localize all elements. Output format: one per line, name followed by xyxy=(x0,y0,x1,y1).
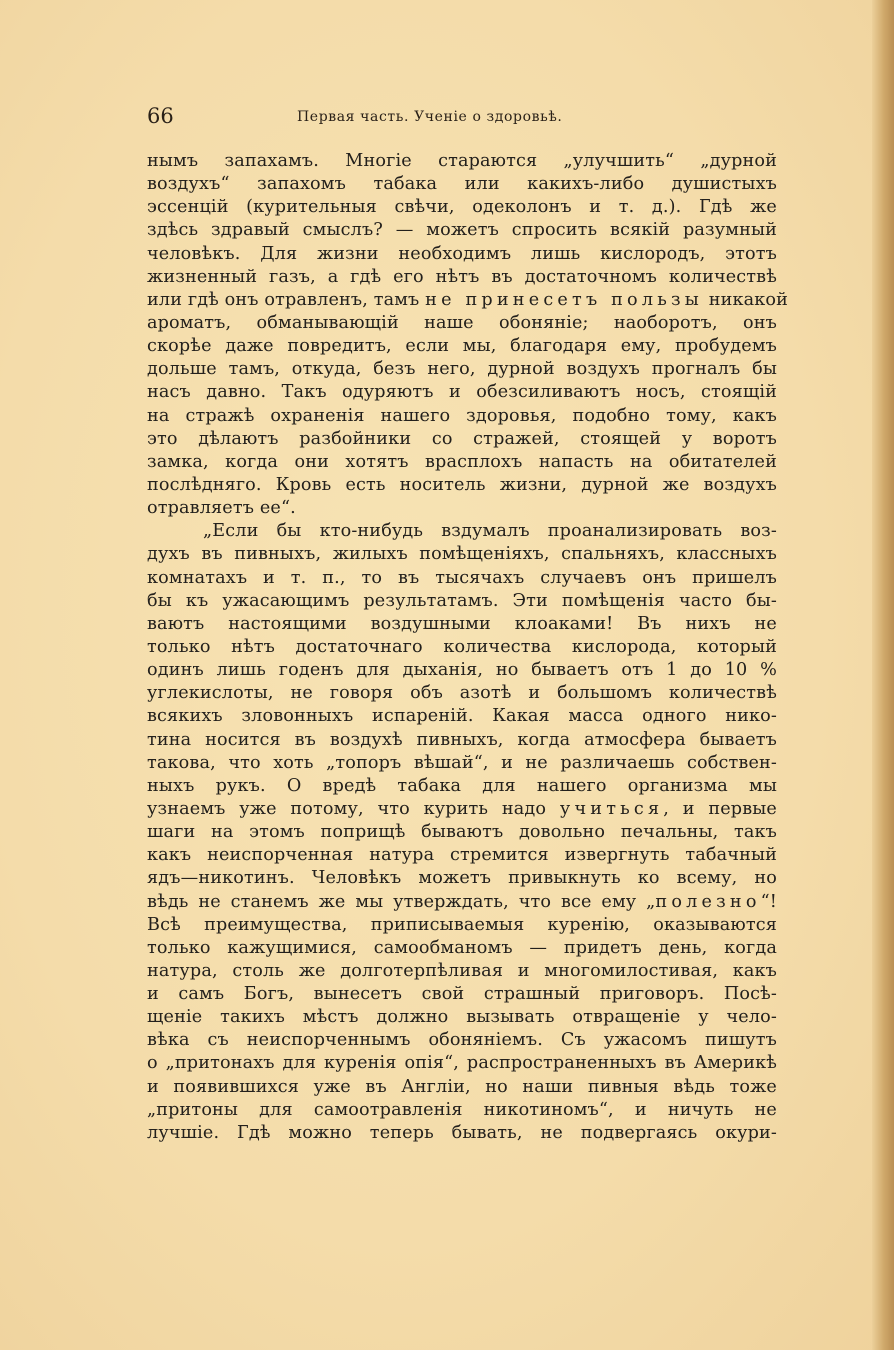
text-line xyxy=(147,636,777,659)
text-line xyxy=(147,196,777,219)
text-line xyxy=(147,705,777,728)
text-segment: узнаемъ уже потому, что курить надо xyxy=(147,798,560,819)
text-line-content: такова, что хоть „топоръ вѣшай“, и не различаешь собствен- xyxy=(147,752,777,773)
text-line-content: отравляетъ ее“. xyxy=(147,498,296,519)
text-line xyxy=(147,567,777,590)
text-line xyxy=(147,219,777,242)
text-line xyxy=(147,590,777,613)
page-header xyxy=(147,104,777,132)
text-line-content: какъ неиспорченная натура стремится извергнуть табачный xyxy=(147,845,777,866)
text-line xyxy=(147,682,777,705)
text-line-content: человѣкъ. Для жизни необходимъ лишь кислородъ, этотъ xyxy=(147,243,777,264)
text-line-content: ваютъ настоящими воздушными клоаками! Въ нихъ не xyxy=(147,613,777,634)
emphasized-text: учиться xyxy=(559,798,664,819)
text-line xyxy=(147,983,777,1006)
text-line xyxy=(147,867,777,890)
text-line-content: насъ давно. Такъ одуряютъ и обезсиливаютъ носъ, стоящій xyxy=(147,382,777,403)
text-line-content: на стражѣ охраненія нашего здоровья, подобно тому, какъ xyxy=(147,405,777,426)
text-line-content: здѣсь здравый смыслъ? — можетъ спросить всякій разумный xyxy=(147,220,777,241)
text-line xyxy=(147,752,777,775)
text-line xyxy=(147,312,777,335)
text-line-content: послѣдняго. Кровь есть носитель жизни, дурной же воздухъ xyxy=(147,474,777,495)
text-line-content: воздухъ“ запахомъ табака или какихъ-либо душистыхъ xyxy=(147,174,777,195)
text-line-content: нымъ запахамъ. Многіе стараются „улучшить“ „дурной xyxy=(147,151,777,171)
running-head: Первая часть. Ученіе о здоровьѣ. xyxy=(297,109,563,125)
text-line xyxy=(147,358,777,381)
text-line-content: духъ въ пивныхъ, жилыхъ помѣщеніяхъ, спальняхъ, классныхъ xyxy=(147,544,777,565)
text-line xyxy=(147,381,777,404)
text-line-content: ныхъ рукъ. О вредѣ табака для нашего организма мы xyxy=(147,775,777,796)
text-line xyxy=(147,243,777,266)
text-line xyxy=(147,497,777,520)
text-line xyxy=(147,451,777,474)
text-line-content: комнатахъ и т. п., то въ тысячахъ случаевъ онъ пришелъ xyxy=(147,567,777,588)
text-line xyxy=(147,891,777,914)
text-line-content: углекислоты, не говоря объ азотѣ и большомъ количествѣ xyxy=(147,683,777,704)
text-segment: вѣдь не станемъ же мы утверждать, что все ему „ xyxy=(147,891,656,912)
body-text xyxy=(147,150,789,1145)
text-line xyxy=(147,1052,777,1075)
text-line-content: одинъ лишь годенъ для дыханія, но бываетъ отъ 1 до 10 % xyxy=(147,660,777,681)
text-line-content: натура, столь же долготерпѣливая и многомилостивая, какъ xyxy=(147,960,777,981)
text-line-content: дольше тамъ, откуда, безъ него, дурной воздухъ прогналъ бы xyxy=(147,359,777,380)
text-line xyxy=(147,659,777,682)
text-line-content: о „притонахъ для куренія опія“, распространенныхъ въ Америкѣ xyxy=(147,1053,777,1074)
text-line xyxy=(147,1006,777,1029)
text-line xyxy=(147,428,777,451)
text-line xyxy=(147,173,777,196)
text-line xyxy=(147,914,777,937)
text-line xyxy=(147,775,777,798)
text-line-content: замка, когда они хотятъ врасплохъ напасть на обитателей xyxy=(147,451,777,472)
text-line-content: ядъ—никотинъ. Человѣкъ можетъ привыкнуть ко всему, но xyxy=(147,868,777,889)
text-segment: “! xyxy=(760,891,777,912)
text-line xyxy=(147,474,777,497)
text-line xyxy=(147,844,777,867)
emphasized-text: полезно xyxy=(655,891,761,912)
text-line xyxy=(147,1122,777,1145)
text-line-content: скорѣе даже повредитъ, если мы, благодаря ему, пробудемъ xyxy=(147,336,777,357)
text-line-content: „притоны для самоотравленія никотиномъ“, и ничуть не xyxy=(147,1099,777,1120)
text-segment: или гдѣ онъ отравленъ, тамъ xyxy=(147,289,426,310)
text-line xyxy=(147,960,777,983)
text-line-content: щеніе такихъ мѣстъ должно вызывать отвращеніе у чело- xyxy=(147,1007,777,1028)
text-line-content: ароматъ, обманывающій наше обоняніе; наоборотъ, онъ xyxy=(147,312,777,333)
text-line xyxy=(147,520,777,543)
text-line-content: жизненный газъ, а гдѣ его нѣтъ въ достаточномъ количествѣ xyxy=(147,266,777,287)
text-line-content: и самъ Богъ, вынесетъ свой страшный приговоръ. Посѣ- xyxy=(147,984,777,1005)
text-line xyxy=(147,937,777,960)
text-line xyxy=(147,1076,777,1099)
text-line-content: вѣка съ неиспорченнымъ обоняніемъ. Съ ужасомъ пишутъ xyxy=(147,1030,777,1051)
text-line xyxy=(147,1029,777,1052)
text-line xyxy=(147,150,777,173)
text-line-content: и появившихся уже въ Англіи, но наши пивныя вѣдь тоже xyxy=(147,1076,777,1097)
page-number: 66 xyxy=(147,104,174,128)
text-line-content: это дѣлаютъ разбойники со стражей, стоящей у воротъ xyxy=(147,428,777,449)
emphasized-text: не принесетъ пользы xyxy=(425,289,703,310)
text-line xyxy=(147,1099,777,1122)
text-line-content: „Если бы кто-нибудь вздумалъ проанализировать воз- xyxy=(203,521,777,542)
text-line-content: тина носится въ воздухѣ пивныхъ, когда атмосфера бываетъ xyxy=(147,729,777,750)
page-edge-shadow xyxy=(872,0,894,1350)
text-line-content: всякихъ зловонныхъ испареній. Какая масса одного нико- xyxy=(147,706,777,727)
text-line xyxy=(147,798,777,821)
text-line-content: эссенцій (курительныя свѣчи, одеколонъ и т. д.). Гдѣ же xyxy=(147,197,777,218)
text-line xyxy=(147,335,777,358)
text-line xyxy=(147,266,777,289)
text-segment: , и первые xyxy=(663,798,777,819)
text-line xyxy=(147,821,777,844)
text-line xyxy=(147,613,777,636)
text-line-content: шаги на этомъ поприщѣ бываютъ довольно печальны, такъ xyxy=(147,822,777,843)
text-line-content: бы къ ужасающимъ результатамъ. Эти помѣщенія часто бы- xyxy=(147,590,777,611)
text-line-content: только нѣтъ достаточнаго количества кислорода, который xyxy=(147,636,777,657)
text-line xyxy=(147,405,777,428)
text-line-content: лучшіе. Гдѣ можно теперь бывать, не подвергаясь окури- xyxy=(147,1122,777,1143)
text-segment: никакой xyxy=(703,289,789,310)
text-line xyxy=(147,289,789,312)
text-line xyxy=(147,543,777,566)
text-line-content: Всѣ преимущества, приписываемыя куренію, оказываются xyxy=(147,914,777,935)
text-line-content: только кажущимися, самообманомъ — придетъ день, когда xyxy=(147,937,777,958)
text-line xyxy=(147,729,777,752)
